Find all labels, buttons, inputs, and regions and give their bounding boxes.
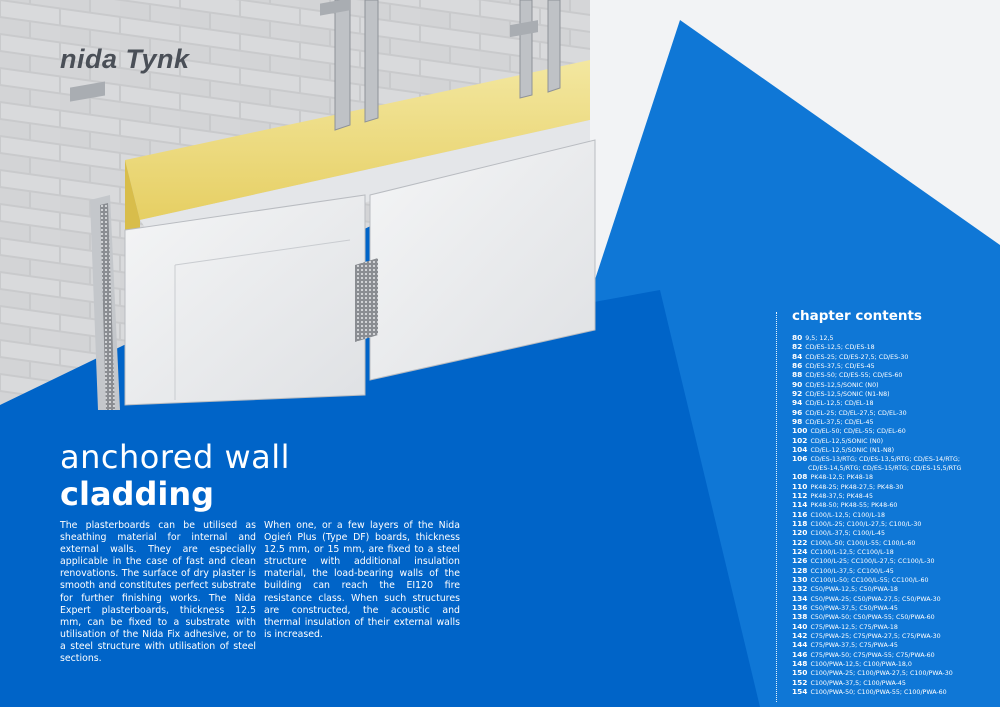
contents-item-label: C50/PWA-25; C50/PWA-27,5; C50/PWA-30 xyxy=(810,595,941,603)
contents-page-number: 94 xyxy=(792,398,803,408)
contents-item-label: C75/PWA-50; C75/PWA-55; C75/PWA-60 xyxy=(810,651,935,659)
contents-item-label: C100/PWA-12,5; C100/PWA-18,0 xyxy=(810,661,912,669)
contents-item-label: CC100/L-25; CC100/L-27,5; CC100/L-30 xyxy=(810,558,935,566)
contents-item[interactable] xyxy=(792,501,996,510)
contents-item[interactable] xyxy=(792,362,996,371)
contents-item-label: PK48-12,5; PK48-18 xyxy=(810,474,874,482)
title-line-light: anchored wall xyxy=(60,438,291,476)
contents-item-label: CD/EL-25; CD/EL-27,5; CD/EL-30 xyxy=(805,409,907,417)
contents-item[interactable] xyxy=(792,427,996,436)
contents-item-label: PK48-37,5; PK48-45 xyxy=(810,492,874,500)
contents-item[interactable] xyxy=(792,483,996,492)
contents-item-label: CC100/L-37,5; CC100/L-45 xyxy=(810,567,894,575)
contents-item-continuation xyxy=(792,465,996,473)
contents-page-number: 136 xyxy=(792,602,808,612)
contents-page-number: 132 xyxy=(792,584,808,594)
contents-item[interactable] xyxy=(792,437,996,446)
contents-item-label: C50/PWA-12,5; C50/PWA-18 xyxy=(810,586,898,594)
contents-page-number: 84 xyxy=(792,351,803,361)
contents-page-number: 80 xyxy=(792,333,803,342)
contents-item-label: CD/EL-50; CD/EL-55; CD/EL-60 xyxy=(810,428,906,436)
contents-page-number: 130 xyxy=(792,574,808,584)
contents-item-label: PK48-50; PK48-55; PK48-60 xyxy=(810,502,898,510)
contents-item-label: CD/EL-12,5/SONIC (N0) xyxy=(810,437,884,445)
contents-item[interactable] xyxy=(792,539,996,548)
contents-item[interactable] xyxy=(792,399,996,408)
contents-item[interactable] xyxy=(792,632,996,641)
contents-item-label: CD/ES-25; CD/ES-27,5; CD/ES-30 xyxy=(805,353,909,361)
contents-page-number: 88 xyxy=(792,370,803,380)
contents-item-label: CD/ES-13/RTG; CD/ES-13,5/RTG; CD/ES-14/RTG; xyxy=(810,456,960,464)
contents-item-label: C100/L-37,5; C100/L-45 xyxy=(810,530,886,538)
contents-item[interactable] xyxy=(792,641,996,650)
contents-page-number: 92 xyxy=(792,389,803,399)
contents-list xyxy=(792,334,996,697)
contents-item[interactable] xyxy=(792,473,996,482)
contents-page-number: 118 xyxy=(792,518,808,528)
contents-page-number: 98 xyxy=(792,417,803,427)
contents-item-label: CD/ES-50; CD/ES-55; CD/ES-60 xyxy=(805,372,903,380)
contents-item[interactable] xyxy=(792,390,996,399)
contents-page-number: 142 xyxy=(792,631,808,640)
contents-item[interactable] xyxy=(792,455,996,464)
contents-item[interactable] xyxy=(792,660,996,669)
contents-item-label: CD/EL-12,5; CD/EL-18 xyxy=(805,400,874,408)
contents-item-label: C100/PWA-25; C100/PWA-27,5; C100/PWA-30 xyxy=(810,670,953,678)
contents-page-number: 116 xyxy=(792,509,808,519)
contents-item[interactable] xyxy=(792,576,996,585)
contents-page-number: 86 xyxy=(792,361,803,371)
contents-item-label: 9,5; 12,5 xyxy=(805,335,834,342)
contents-item[interactable] xyxy=(792,595,996,604)
contents-page-number: 82 xyxy=(792,342,803,352)
contents-page-number: 134 xyxy=(792,593,808,603)
contents-item[interactable] xyxy=(792,353,996,362)
contents-page-number: 100 xyxy=(792,426,808,436)
contents-page-number: 110 xyxy=(792,481,808,491)
contents-page-number: 114 xyxy=(792,500,808,510)
contents-page-number: 144 xyxy=(792,640,808,650)
contents-item[interactable] xyxy=(792,548,996,557)
contents-page-number: 106 xyxy=(792,454,808,464)
contents-page-number: 124 xyxy=(792,546,808,556)
title-line-bold: cladding xyxy=(60,475,214,513)
body-column-2: When one, or a few layers of the Nida Ogień Plus (Type DF) boards, thickness 12.5 mm, or 15 mm, are fixed to a steel structure with additional insulation material, the load-bearing walls of the building can reach the EI120 fire resistance class. When such structures are constructed, the acoustic and thermal insulation of their external walls is increased. xyxy=(264,520,460,640)
contents-item[interactable] xyxy=(792,613,996,622)
contents-item[interactable] xyxy=(792,669,996,678)
page-title xyxy=(60,438,290,512)
contents-item[interactable] xyxy=(792,604,996,613)
contents-page-number: 140 xyxy=(792,621,808,631)
contents-page-number: 112 xyxy=(792,490,808,500)
contents-item-label: CD/ES-37,5; CD/ES-45 xyxy=(805,363,875,371)
contents-item[interactable] xyxy=(792,679,996,688)
contents-page-number: 146 xyxy=(792,649,808,659)
contents-item-label: CC100/L-50; CC100/L-55; CC100/L-60 xyxy=(810,576,929,584)
contents-heading: chapter contents xyxy=(792,308,922,324)
contents-item[interactable] xyxy=(792,409,996,418)
chapter-contents xyxy=(776,308,996,697)
contents-item-label: C100/PWA-50; C100/PWA-55; C100/PWA-60 xyxy=(810,689,947,697)
contents-item-label: CC100/L-12,5; CC100/L-18 xyxy=(810,548,894,556)
contents-item-label: CD/ES-12,5; CD/ES-18 xyxy=(805,344,875,352)
contents-item-label: CD/ES-12,5/SONIC (N0) xyxy=(805,381,879,389)
nida-tynk-logo: nida Tynk xyxy=(60,44,190,74)
body-column-1: The plasterboards can be utilised as sheathing material for internal and external walls. They are especially applicable in the case of fast and clean renovations. The surface of dry plaster is smooth and constitutes perfect substrate for further finishing works. The Nida Expert plasterboards, thickness 12.5 mm, can be fixed to a substrate with utilisation of the Nida Fix adhesive, or to a steel structure with utilisation of steel sections. xyxy=(60,520,256,665)
contents-item-label: C100/L-12,5; C100/L-18 xyxy=(810,511,886,519)
contents-item[interactable] xyxy=(792,651,996,660)
contents-item-label: C75/PWA-25; C75/PWA-27,5; C75/PWA-30 xyxy=(810,633,941,640)
contents-page-number: 152 xyxy=(792,677,808,687)
contents-item-label: CD/ES-12,5/SONIC (N1-N8) xyxy=(805,391,890,399)
contents-item[interactable] xyxy=(792,688,996,697)
contents-page-number: 154 xyxy=(792,687,808,697)
contents-item[interactable] xyxy=(792,623,996,632)
contents-page-number: 104 xyxy=(792,445,808,455)
contents-item-label: C75/PWA-37,5; C75/PWA-45 xyxy=(810,642,898,650)
contents-page-number: 126 xyxy=(792,556,808,566)
contents-item[interactable] xyxy=(792,381,996,390)
contents-item-label: C100/L-25; C100/L-27,5; C100/L-30 xyxy=(810,520,922,528)
contents-item[interactable] xyxy=(792,520,996,529)
contents-page-number: 108 xyxy=(792,472,808,482)
contents-item-label: C100/PWA-37,5; C100/PWA-45 xyxy=(810,679,906,687)
contents-item-label: CD/ES-14,5/RTG; CD/ES-15/RTG; CD/ES-15,5/RTG xyxy=(808,464,962,472)
contents-page-number: 128 xyxy=(792,565,808,575)
contents-item-label: C100/L-50; C100/L-55; C100/L-60 xyxy=(810,539,916,547)
contents-item[interactable] xyxy=(792,557,996,566)
contents-item[interactable] xyxy=(792,511,996,520)
contents-item[interactable] xyxy=(792,585,996,594)
contents-item[interactable] xyxy=(792,371,996,380)
contents-item-label: CD/EL-37,5; CD/EL-45 xyxy=(805,419,874,427)
contents-item-label: C50/PWA-50; C50/PWA-55; C50/PWA-60 xyxy=(810,614,935,622)
contents-item[interactable] xyxy=(792,492,996,501)
contents-item[interactable] xyxy=(792,529,996,538)
contents-item[interactable] xyxy=(792,446,996,455)
contents-page-number: 96 xyxy=(792,407,803,417)
contents-page-number: 148 xyxy=(792,659,808,669)
contents-item-label: C50/PWA-37,5; C50/PWA-45 xyxy=(810,604,898,612)
contents-page-number: 102 xyxy=(792,435,808,445)
contents-item-label: PK48-25; PK48-27,5; PK48-30 xyxy=(810,483,904,491)
contents-item[interactable] xyxy=(792,418,996,427)
contents-item[interactable] xyxy=(792,567,996,576)
contents-item-label: C75/PWA-12,5; C75/PWA-18 xyxy=(810,623,898,631)
contents-page-number: 122 xyxy=(792,537,808,547)
contents-item-label: CD/EL-12,5/SONIC (N1-N8) xyxy=(810,447,895,455)
contents-page-number: 138 xyxy=(792,612,808,622)
contents-item[interactable] xyxy=(792,334,996,343)
contents-page-number: 90 xyxy=(792,379,803,389)
contents-page-number: 120 xyxy=(792,528,808,538)
contents-page-number: 150 xyxy=(792,668,808,678)
contents-item[interactable] xyxy=(792,343,996,352)
